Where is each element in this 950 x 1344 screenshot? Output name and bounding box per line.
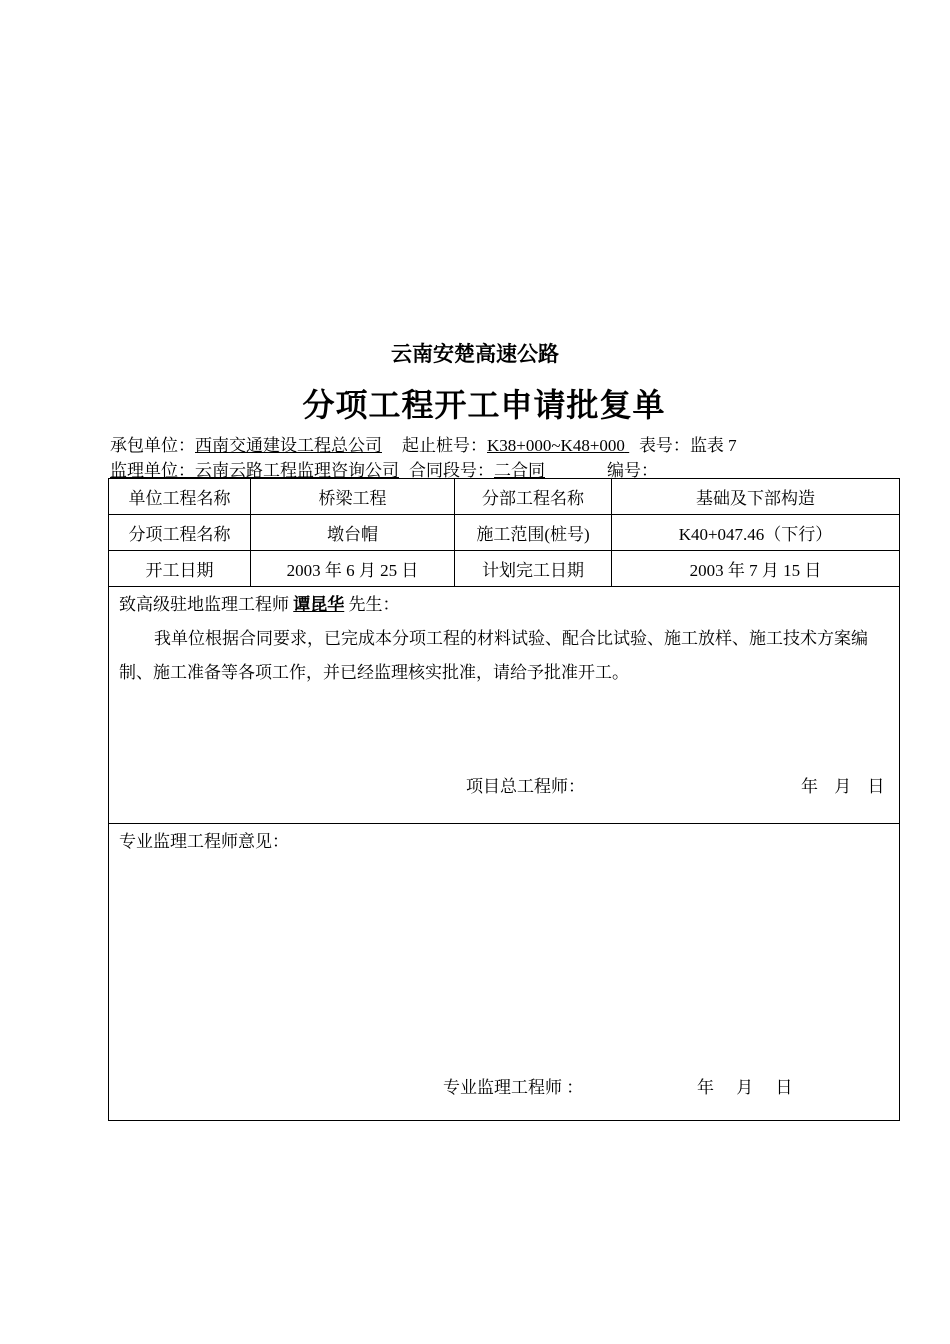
supervisor-value: 云南云路工程监理咨询公司 <box>195 461 399 480</box>
addressee-line <box>119 590 400 615</box>
table-cell: 分部工程名称 <box>455 479 612 515</box>
contract-section-value: 二合同 <box>494 461 545 480</box>
table-cell: 分项工程名称 <box>109 515 251 551</box>
contractor-label: 承包单位： <box>110 436 195 455</box>
chief-engineer-signature-label: 项目总工程师： <box>466 777 585 796</box>
table-row <box>109 551 900 587</box>
form-no-label: 表号： <box>638 436 690 455</box>
document-title: 分项工程开工申请批复单 <box>302 386 666 424</box>
table-cell: 基础及下部构造 <box>612 479 900 515</box>
info-line-contractor <box>110 431 737 456</box>
table-cell: 2003 年 6 月 25 日 <box>251 551 455 587</box>
application-body: 我单位根据合同要求，已完成本分项工程的材料试验、配合比试验、施工放样、施工技术方案编制、施工准备等各项工作，并已经监理核实批准，请给予批准开工。 <box>119 629 868 682</box>
opinion-label: 专业监理工程师意见： <box>119 832 289 851</box>
review-cell <box>109 824 900 1121</box>
table-cell: 计划完工日期 <box>455 551 612 587</box>
addressee-prefix: 致高级驻地监理工程师 <box>119 595 289 614</box>
document-subtitle: 云南安楚高速公路 <box>391 342 559 366</box>
addressee-name: 谭昆华 <box>293 595 345 614</box>
station-value: K38+000~K48+000 <box>487 436 625 455</box>
table-row <box>109 479 900 515</box>
application-date-label: 年 月 日 <box>801 777 885 796</box>
form-no-value: 监表 7 <box>689 436 737 455</box>
application-form-table <box>108 478 900 1121</box>
supervisor-label: 监理单位： <box>110 461 195 480</box>
contractor-value: 西南交通建设工程总公司 <box>195 436 382 455</box>
table-cell: 施工范围(桩号) <box>455 515 612 551</box>
table-cell: 2003 年 7 月 15 日 <box>612 551 900 587</box>
serial-label: 编号： <box>607 461 658 480</box>
table-cell: 墩台帽 <box>251 515 455 551</box>
supervising-engineer-signature-label: 专业监理工程师 ： <box>443 1078 584 1097</box>
review-date-label: 年 月 日 <box>697 1078 793 1097</box>
contract-section-label: 合同段号： <box>409 461 494 480</box>
table-cell: 桥梁工程 <box>251 479 455 515</box>
table-cell: 单位工程名称 <box>109 479 251 515</box>
table-cell: 开工日期 <box>109 551 251 587</box>
station-label: 起止桩号： <box>402 436 487 455</box>
application-cell <box>109 587 900 824</box>
addressee-suffix: 先生： <box>348 595 400 614</box>
table-row <box>109 515 900 551</box>
review-section <box>109 824 900 1121</box>
application-section <box>109 587 900 824</box>
table-cell: K40+047.46（下行） <box>612 515 900 551</box>
